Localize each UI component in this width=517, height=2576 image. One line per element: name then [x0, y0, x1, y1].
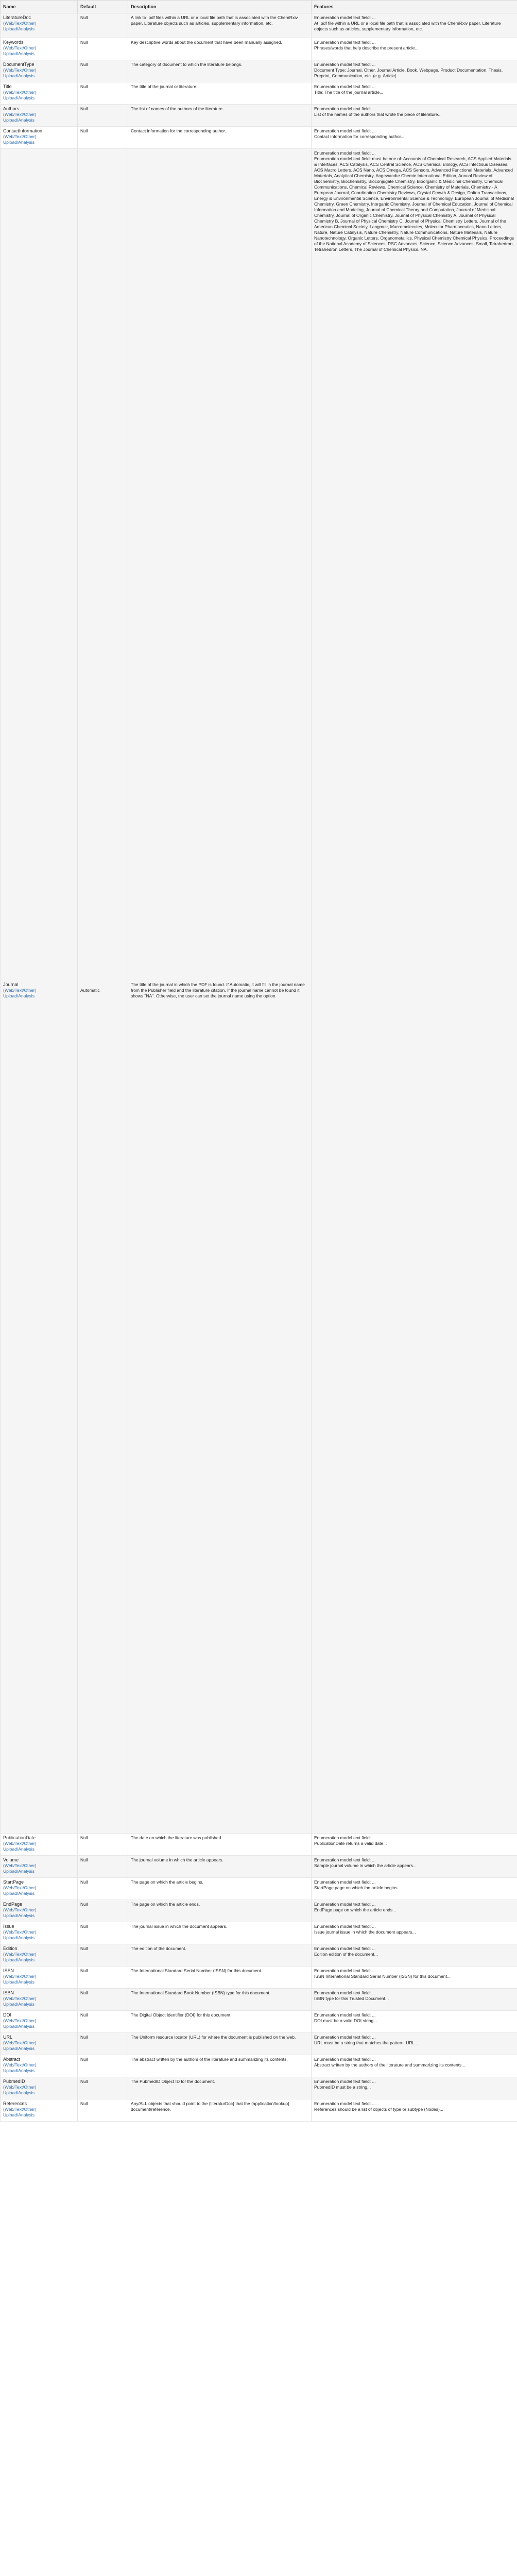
cell-default	[78, 60, 128, 82]
table-row	[1, 2077, 517, 2099]
features-text: Edition edition of the document...	[314, 1952, 378, 1957]
description-text: The PubmedID Object ID for the document.	[131, 2079, 215, 2084]
features-title: Enumeration model text field: ...	[314, 150, 376, 156]
cell-features	[312, 127, 517, 149]
header-name: Name	[1, 1, 78, 13]
table-row	[1, 1834, 517, 1856]
features-title: Enumeration model text field: ...	[314, 128, 376, 133]
cell-features	[312, 1834, 517, 1856]
features-text: EndPage page on which the article ends...	[314, 1907, 397, 1912]
features-title: Enumeration model text field: ...	[314, 2057, 376, 2062]
table-row	[1, 1922, 517, 1944]
header-row	[1, 1, 517, 13]
features-title: Enumeration model text field: ...	[314, 1857, 376, 1862]
cell-description	[128, 1856, 312, 1878]
field-type: (Web/Text/Other)	[3, 1885, 37, 1890]
features-text: ISSN International Standard Serial Number (ISSN) for this document...	[314, 1974, 451, 1979]
field-type: (Web/Text/Other)	[3, 67, 37, 73]
description-text: The page on which the article begins.	[131, 1879, 203, 1885]
cell-default	[78, 82, 128, 105]
cell-default	[78, 127, 128, 149]
cell-features	[312, 1900, 517, 1922]
cell-features	[312, 149, 517, 1834]
description-text: The journal issue in which the document appears.	[131, 1924, 228, 1929]
cell-description	[128, 1922, 312, 1944]
table-row	[1, 2099, 517, 2122]
field-name: ISBN	[3, 1990, 14, 1995]
cell-default	[78, 2033, 128, 2055]
cell-name	[1, 1834, 78, 1856]
features-title: Enumeration model text field: ...	[314, 2035, 376, 2040]
cell-features	[312, 13, 517, 38]
field-type: (Web/Text/Other)	[3, 112, 37, 117]
cell-description	[128, 13, 312, 38]
header-features: Features	[312, 1, 517, 13]
cell-name	[1, 2077, 78, 2099]
table-body	[1, 13, 517, 2122]
features-title: Enumeration model text field: ...	[314, 2012, 376, 2018]
features-text: List of the names of the authors that wrote the piece of literature...	[314, 112, 442, 117]
field-type: (Web/Text/Other)	[3, 2107, 37, 2112]
cell-default	[78, 1967, 128, 1989]
default-value: Null	[80, 1835, 88, 1840]
features-text: Enumeration model text field: must be one of: Accounts of Chemical Research, ACS Applied Materials & Interfaces, ACS Catalysis, ACS Central Science, ACS Chemical Biology, ACS Infectious Diseases, ACS Macro Letters, ACS Nano, ACS Omega, ACS Sensors, Advanced Functional Materials, Advanced Materials, Analytical Chemistry, Angewandte Chemie International Edition, Annual Review of Biochemistry, Biochemistry, Bioconjugate Chemistry, Bioorganic & Medicinal Chemistry, Chemical Communications, Chemical Reviews, Chemical Science, Chemistry of Materials, Chemistry - A European Journal, Coordination Chemistry Reviews, Crystal Growth & Design, Dalton Transactions, Energy & Environmental Science, Environmental Science & Technology, European Journal of Medicinal Chemistry, Green Chemistry, Inorganic Chemistry, Journal of Chemical Education, Journal of Chemical Information and Modeling, Journal of Chemical Theory and Computation, Journal of Medicinal Chemistry, Journal of Organic Chemistry, Journal of Physical Chemistry A, Journal of Physical Chemistry B, Journal of Physical Chemistry C, Journal of Physical Chemistry Letters, Journal of the American Chemical Society, Langmuir, Macromolecules, Molecular Pharmaceutics, Nano Letters, Nature, Nature Catalysis, Nature Chemistry, Nature Communications, Nature Materials, Nature Nanotechnology, Organic Letters, Organometallics, Physical Chemistry Chemical Physics, Proceedings of the National Academy of Sciences, RSC Advances, Science, Science Advances, Small, Tetrahedron, Tetrahedron Letters, The Journal of Chemical Physics, NA.	[314, 156, 514, 252]
default-value: Automatic	[80, 987, 100, 993]
table-row	[1, 105, 517, 127]
features-text: Sample journal volume in which the article appears...	[314, 1863, 417, 1868]
features-title: Enumeration model text field: ...	[314, 84, 376, 89]
cell-description	[128, 1967, 312, 1989]
features-title: Enumeration model text field: ...	[314, 2079, 376, 2084]
field-name: Abstract	[3, 2057, 21, 2062]
description-text: The edition of the document.	[131, 1946, 186, 1951]
cell-description	[128, 38, 312, 60]
table-row	[1, 127, 517, 149]
cell-description	[128, 2033, 312, 2055]
cell-default	[78, 1989, 128, 2011]
field-name: References	[3, 2101, 27, 2106]
field-type: (Web/Text/Other)	[3, 1863, 37, 1868]
cell-features	[312, 2055, 517, 2077]
field-flag-link[interactable]: Upload/Analysis	[3, 1869, 35, 1874]
features-title: Enumeration model text field: ...	[314, 106, 376, 111]
features-text: StartPage page on which the article begins...	[314, 1885, 401, 1890]
default-value: Null	[80, 40, 88, 45]
cell-default	[78, 2011, 128, 2033]
field-name: Title	[3, 84, 12, 89]
field-type: (Web/Text/Other)	[3, 90, 37, 95]
field-type: (Web/Text/Other)	[3, 1974, 37, 1979]
cell-features	[312, 105, 517, 127]
cell-features	[312, 60, 517, 82]
cell-description	[128, 1900, 312, 1922]
field-type: (Web/Text/Other)	[3, 1841, 37, 1846]
table-row	[1, 1989, 517, 2011]
field-name: Issue	[3, 1924, 14, 1929]
cell-features	[312, 1944, 517, 1967]
table-row	[1, 13, 517, 38]
field-flag-link[interactable]: Upload/Analysis	[3, 2024, 35, 2029]
description-text: Any/ALL objects that should point to the {literaturDoc} that the {application/lookup} document/reference.	[131, 2101, 289, 2112]
cell-default	[78, 1944, 128, 1967]
field-flag-link[interactable]: Upload/Analysis	[3, 993, 35, 998]
field-name: ContactInformation	[3, 128, 43, 133]
field-flag-link[interactable]: Upload/Analysis	[3, 1935, 35, 1940]
description-text: The Digital Object Identifier (DOI) for this document.	[131, 2012, 232, 2018]
cell-features	[312, 2033, 517, 2055]
field-type: (Web/Text/Other)	[3, 1907, 37, 1912]
cell-name	[1, 1922, 78, 1944]
description-text: The abstract written by the authors of the literature and summarizing its contents.	[131, 2057, 288, 2062]
default-value: Null	[80, 62, 88, 67]
field-flag-link[interactable]: Upload/Analysis	[3, 73, 35, 78]
field-flag-link[interactable]: Upload/Analysis	[3, 2046, 35, 2051]
field-flag-link[interactable]: Upload/Analysis	[3, 1891, 35, 1896]
field-name: Keywords	[3, 40, 24, 45]
default-value: Null	[80, 106, 88, 111]
features-text: Contact information for corresponding author...	[314, 134, 405, 139]
default-value: Null	[80, 2101, 88, 2106]
default-value: Null	[80, 1990, 88, 1995]
field-name: ISSN	[3, 1968, 14, 1973]
cell-default	[78, 1922, 128, 1944]
description-text: The title of the journal or literature.	[131, 84, 198, 89]
field-flag-link[interactable]: Upload/Analysis	[3, 1957, 35, 1962]
field-name: DOI	[3, 2012, 12, 2018]
features-text: Document Type: Journal, Other, Journal Article, Book, Webpage, Product Documentation, Thesis, Preprint, Communication, etc. (e.g. Article)	[314, 67, 503, 78]
features-title: Enumeration model text field: ...	[314, 1968, 376, 1973]
table-row	[1, 1856, 517, 1878]
field-name: PublicationDate	[3, 1835, 36, 1840]
features-text: References should be a list of objects of type or subtype (Nodes)...	[314, 2107, 443, 2112]
table-row	[1, 2055, 517, 2077]
default-value: Null	[80, 1946, 88, 1951]
field-flag-link[interactable]: Upload/Analysis	[3, 1979, 35, 1985]
features-title: Enumeration model text field: ...	[314, 1946, 376, 1951]
default-value: Null	[80, 2057, 88, 2062]
features-title: Enumeration model text field: ...	[314, 2101, 376, 2106]
field-name: StartPage	[3, 1879, 24, 1885]
cell-features	[312, 1922, 517, 1944]
default-value: Null	[80, 1924, 88, 1929]
field-name: DocumentType	[3, 62, 35, 67]
cell-name	[1, 1878, 78, 1900]
cell-description	[128, 2011, 312, 2033]
field-type: (Web/Text/Other)	[3, 987, 37, 993]
cell-default	[78, 38, 128, 60]
table-row	[1, 2011, 517, 2033]
field-name: Authors	[3, 106, 20, 111]
field-name: Volume	[3, 1857, 19, 1862]
table-row	[1, 149, 517, 1834]
cell-default	[78, 149, 128, 1834]
default-value: Null	[80, 15, 88, 20]
field-flag-link[interactable]: Upload/Analysis	[3, 26, 35, 31]
field-type: (Web/Text/Other)	[3, 2018, 37, 2023]
field-flag-link[interactable]: Upload/Analysis	[3, 51, 35, 56]
cell-default	[78, 1856, 128, 1878]
cell-features	[312, 1878, 517, 1900]
cell-default	[78, 13, 128, 38]
default-value: Null	[80, 1879, 88, 1885]
table-row	[1, 38, 517, 60]
cell-features	[312, 38, 517, 60]
cell-description	[128, 2099, 312, 2122]
default-value: Null	[80, 1857, 88, 1862]
description-text: Contact information for the corresponding author.	[131, 128, 226, 133]
field-name: EndPage	[3, 1902, 23, 1907]
features-text: PublicationDate returns a valid date...	[314, 1841, 387, 1846]
field-flag-link[interactable]: Upload/Analysis	[3, 2068, 35, 2073]
field-flag-link[interactable]: Upload/Analysis	[3, 2002, 35, 2007]
features-text: URL must be a string that matches the pattern: URL...	[314, 2040, 419, 2045]
description-text: The title of the journal in which the PDF is found. If Automatic, it will fill in the journal name from the Publisher field and the literature citation. If the journal name cannot be found it shows "NA". Otherwise, the user can set the journal name using the option.	[131, 981, 305, 998]
cell-default	[78, 105, 128, 127]
cell-name	[1, 1944, 78, 1967]
cell-name	[1, 2033, 78, 2055]
field-flag-link[interactable]: Upload/Analysis	[3, 1846, 35, 1852]
features-title: Enumeration model text field: ...	[314, 1990, 376, 1995]
field-flag-link[interactable]: Upload/Analysis	[3, 1913, 35, 1918]
cell-description	[128, 2077, 312, 2099]
cell-description	[128, 1944, 312, 1967]
cell-description	[128, 149, 312, 1834]
features-title: Enumeration model text field: ...	[314, 1924, 376, 1929]
features-title: Enumeration model text field: ...	[314, 40, 376, 45]
field-flag-link[interactable]: Upload/Analysis	[3, 117, 35, 123]
features-title: Enumeration model text field: ...	[314, 1835, 376, 1840]
header-default: Default	[78, 1, 128, 13]
field-type: (Web/Text/Other)	[3, 21, 37, 26]
field-name: LiteratureDoc	[3, 15, 31, 20]
cell-description	[128, 60, 312, 82]
field-type: (Web/Text/Other)	[3, 2084, 37, 2090]
table-row	[1, 1967, 517, 1989]
cell-default	[78, 2077, 128, 2099]
features-title: Enumeration model text field: ...	[314, 62, 376, 67]
features-text: Abstract written by the authors of the literature and summarizing its contents...	[314, 2062, 466, 2067]
cell-description	[128, 127, 312, 149]
cell-features	[312, 2099, 517, 2122]
description-text: The International Standard Book Number (ISBN) type for this document.	[131, 1990, 271, 1995]
default-value: Null	[80, 2079, 88, 2084]
cell-name	[1, 60, 78, 82]
default-value: Null	[80, 1902, 88, 1907]
cell-name	[1, 127, 78, 149]
features-title: Enumeration model text field: ...	[314, 15, 376, 20]
cell-name	[1, 2099, 78, 2122]
cell-description	[128, 105, 312, 127]
features-text: Issue journal issue in which the document appears...	[314, 1929, 416, 1935]
default-value: Null	[80, 128, 88, 133]
cell-description	[128, 1878, 312, 1900]
field-type: (Web/Text/Other)	[3, 1952, 37, 1957]
field-type: (Web/Text/Other)	[3, 2040, 37, 2045]
table-row	[1, 2033, 517, 2055]
default-value: Null	[80, 84, 88, 89]
description-text: A link to .pdf files within a URL or a local file path that is associated with the ChemRxiv paper. Literature objects such as articles, supplementary information, etc.	[131, 15, 298, 26]
cell-features	[312, 2011, 517, 2033]
default-value: Null	[80, 1968, 88, 1973]
features-text: At .pdf file within a URL or a local file path that is associated with the ChemRxiv paper. Literature objects such as articles, supplementary information, etc.	[314, 21, 501, 31]
field-type: (Web/Text/Other)	[3, 45, 37, 50]
field-type: (Web/Text/Other)	[3, 1996, 37, 2001]
cell-name	[1, 82, 78, 105]
table-row	[1, 60, 517, 82]
features-text: Title: The title of the journal article...	[314, 90, 384, 95]
table-row	[1, 82, 517, 105]
cell-name	[1, 1900, 78, 1922]
cell-description	[128, 1989, 312, 2011]
field-name: Journal	[3, 981, 19, 987]
field-type: (Web/Text/Other)	[3, 2062, 37, 2067]
cell-features	[312, 1856, 517, 1878]
cell-features	[312, 1989, 517, 2011]
cell-features	[312, 2077, 517, 2099]
cell-default	[78, 1900, 128, 1922]
cell-name	[1, 1967, 78, 1989]
features-title: Enumeration model text field: ...	[314, 1902, 376, 1907]
field-name: Edition	[3, 1946, 18, 1951]
description-text: The International Standard Serial Number (ISSN) for this document.	[131, 1968, 263, 1973]
description-text: The list of names of the authors of the literature.	[131, 106, 224, 111]
cell-name	[1, 105, 78, 127]
description-text: Key descriptive words about the document that have been manually assigned.	[131, 40, 282, 45]
features-text: PubmedID must be a string...	[314, 2084, 371, 2090]
header-description: Description	[128, 1, 312, 13]
table-row	[1, 1944, 517, 1967]
cell-name	[1, 149, 78, 1834]
description-text: The date on which the literature was published.	[131, 1835, 222, 1840]
cell-name	[1, 13, 78, 38]
default-value: Null	[80, 2035, 88, 2040]
cell-features	[312, 82, 517, 105]
field-type: (Web/Text/Other)	[3, 1929, 37, 1935]
description-text: The page on which the article ends.	[131, 1902, 200, 1907]
cell-name	[1, 1856, 78, 1878]
field-flag-link[interactable]: Upload/Analysis	[3, 95, 35, 100]
features-text: ISBN type for this Trusted Document...	[314, 1996, 389, 2001]
features-text: Phrases/words that help describe the present article...	[314, 45, 419, 50]
cell-default	[78, 2055, 128, 2077]
description-text: The category of document to which the literature belongs.	[131, 62, 243, 67]
table-row	[1, 1900, 517, 1922]
features-title: Enumeration model text field: ...	[314, 1879, 376, 1885]
field-flag-link[interactable]: Upload/Analysis	[3, 2090, 35, 2095]
field-flag-link[interactable]: Upload/Analysis	[3, 2112, 35, 2117]
field-flag-link[interactable]: Upload/Analysis	[3, 140, 35, 145]
field-name: URL	[3, 2035, 13, 2040]
cell-default	[78, 1878, 128, 1900]
features-text: DOI must be a valid DOI string...	[314, 2018, 377, 2023]
table-row	[1, 1878, 517, 1900]
cell-description	[128, 1834, 312, 1856]
field-name: PubmedID	[3, 2079, 25, 2084]
cell-name	[1, 2011, 78, 2033]
description-text: The Uniform resource locator (URL) for where the document is published on the web.	[131, 2035, 296, 2040]
cell-name	[1, 38, 78, 60]
cell-name	[1, 1989, 78, 2011]
cell-default	[78, 1834, 128, 1856]
cell-default	[78, 2099, 128, 2122]
cell-description	[128, 82, 312, 105]
cell-name	[1, 2055, 78, 2077]
field-type: (Web/Text/Other)	[3, 134, 37, 139]
cell-description	[128, 2055, 312, 2077]
default-value: Null	[80, 2012, 88, 2018]
cell-features	[312, 1967, 517, 1989]
description-text: The journal volume in which the article appears.	[131, 1857, 224, 1862]
